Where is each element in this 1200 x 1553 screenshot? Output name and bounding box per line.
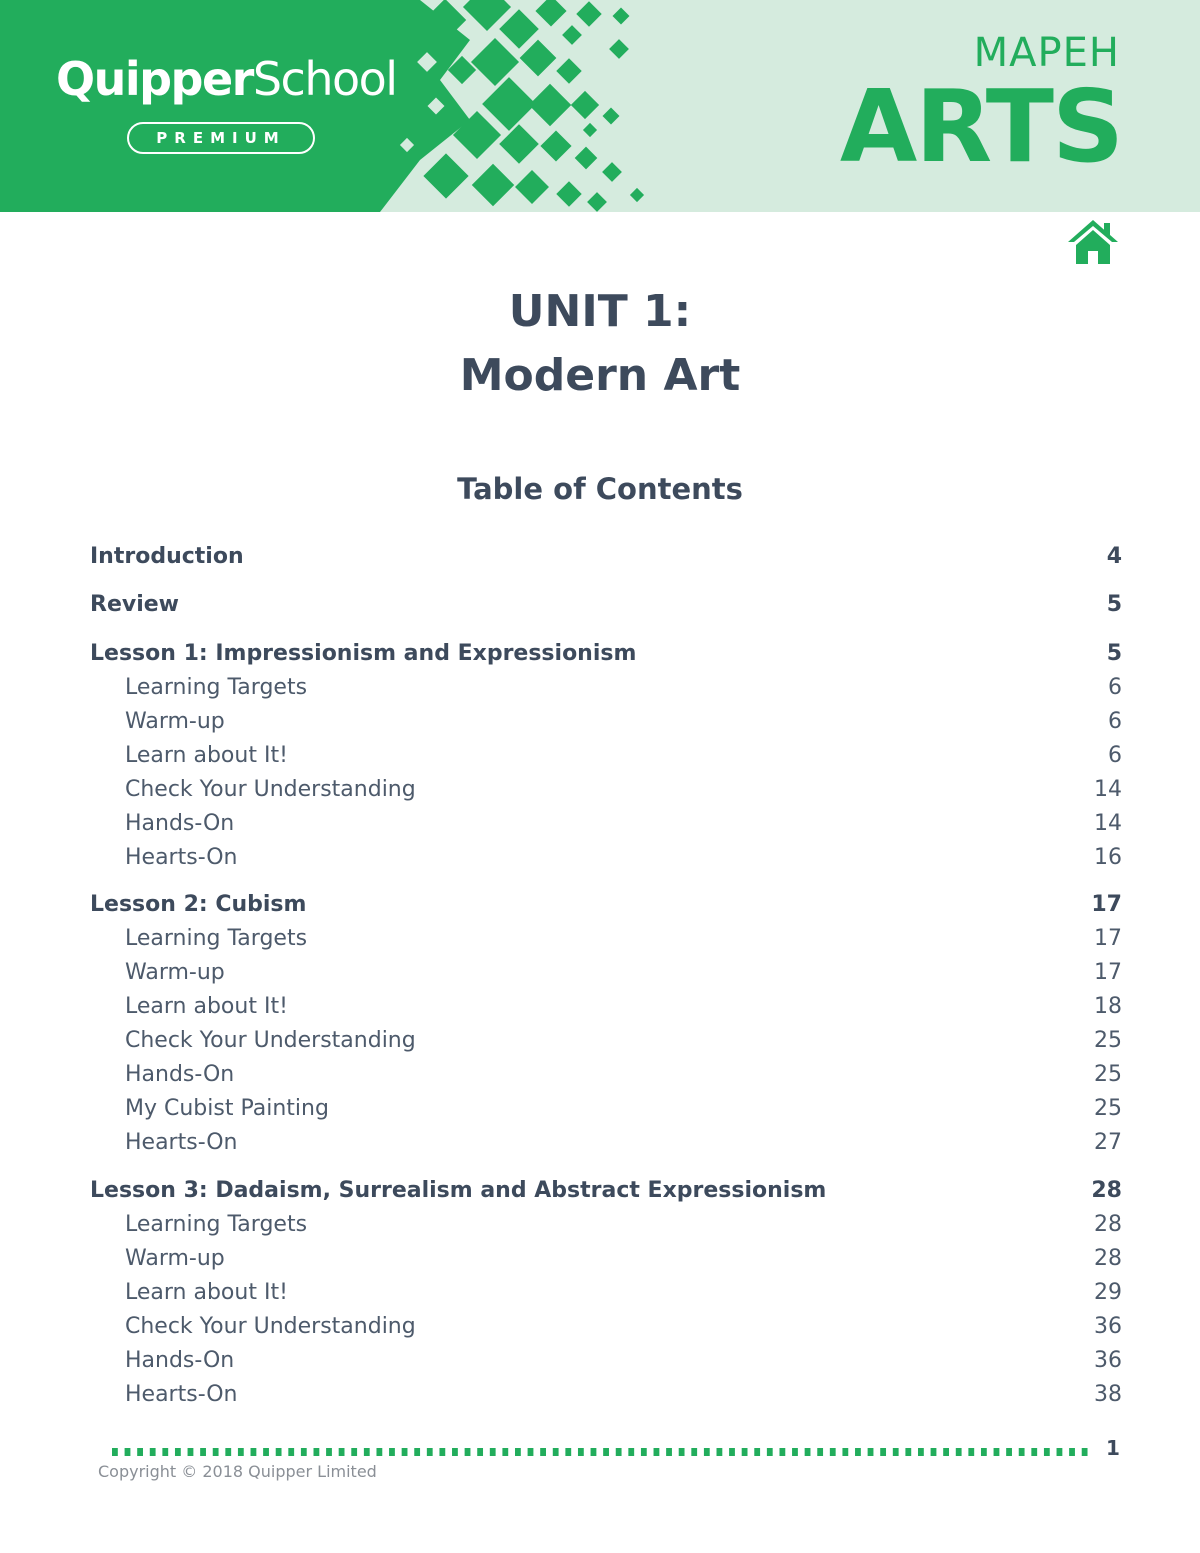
copyright-text: Copyright © 2018 Quipper Limited: [98, 1462, 377, 1481]
toc-entry-label[interactable]: Lesson 2: Cubism: [90, 892, 307, 917]
toc-entry-page: 17: [1094, 960, 1122, 985]
logo-bold-text: Quipper: [56, 52, 253, 106]
toc-entry-label[interactable]: Warm-up: [125, 1246, 225, 1271]
toc-subsection-row[interactable]: [90, 1092, 1122, 1126]
toc-subsection-row[interactable]: [90, 1058, 1122, 1092]
toc-section-row[interactable]: [90, 888, 1122, 922]
toc-entry-page: 17: [1094, 926, 1122, 951]
toc-entry-page: 36: [1094, 1348, 1122, 1373]
toc-entry-label[interactable]: Learn about It!: [125, 743, 288, 768]
toc-subsection-row[interactable]: [90, 773, 1122, 807]
toc-entry-page: 28: [1094, 1246, 1122, 1271]
toc-subsection-row[interactable]: [90, 1276, 1122, 1310]
toc-entry-page: 28: [1094, 1212, 1122, 1237]
toc-entry-label[interactable]: Learning Targets: [125, 926, 308, 951]
toc-subsection-row[interactable]: [90, 671, 1122, 705]
toc-entry-label[interactable]: Review: [90, 592, 179, 617]
toc-entry-page: 5: [1106, 641, 1122, 666]
toc-entry-page: 38: [1094, 1382, 1122, 1407]
toc-entry-label[interactable]: Warm-up: [125, 960, 225, 985]
toc-entry-label[interactable]: Learn about It!: [125, 994, 288, 1019]
footer-dotted-line: [112, 1448, 1094, 1456]
quipper-school-logo: [56, 52, 397, 106]
toc-section-row[interactable]: [90, 637, 1122, 671]
toc-section-row[interactable]: [90, 588, 1122, 622]
toc-entry-page: 25: [1094, 1062, 1122, 1087]
toc-entry-label[interactable]: Hands-On: [125, 1348, 235, 1373]
toc-subsection-row[interactable]: [90, 739, 1122, 773]
toc-entry-page: 36: [1094, 1314, 1122, 1339]
toc-entry-label[interactable]: Check Your Understanding: [125, 1314, 416, 1339]
page-number: 1: [1106, 1436, 1120, 1460]
toc-entry-label[interactable]: Hearts-On: [125, 1130, 238, 1155]
toc-entry-label[interactable]: Lesson 3: Dadaism, Surrealism and Abstract Expressionism: [90, 1178, 827, 1203]
toc-entry-label[interactable]: Learn about It!: [125, 1280, 288, 1305]
toc-subsection-row[interactable]: [90, 705, 1122, 739]
toc-entry-page: 18: [1094, 994, 1122, 1019]
toc-subsection-row[interactable]: [90, 1024, 1122, 1058]
toc-subsection-row[interactable]: [90, 1208, 1122, 1242]
toc-subsection-row[interactable]: [90, 1310, 1122, 1344]
toc-entry-page: 29: [1094, 1280, 1122, 1305]
toc-subsection-row[interactable]: [90, 990, 1122, 1024]
toc-entry-page: 28: [1091, 1178, 1122, 1203]
toc-entry-page: 6: [1108, 675, 1122, 700]
toc-subsection-row[interactable]: [90, 1344, 1122, 1378]
toc-entry-page: 4: [1106, 544, 1122, 569]
toc-subsection-row[interactable]: [90, 841, 1122, 875]
unit-title: Modern Art: [459, 350, 741, 401]
toc-entry-label[interactable]: Learning Targets: [125, 1212, 308, 1237]
toc-entry-page: 14: [1094, 777, 1122, 802]
toc-entry-page: 6: [1108, 743, 1122, 768]
toc-entry-label[interactable]: Check Your Understanding: [125, 777, 416, 802]
toc-entry-label[interactable]: Lesson 1: Impressionism and Expressionism: [90, 641, 637, 666]
toc-subsection-row[interactable]: [90, 807, 1122, 841]
toc-entry-label[interactable]: Hearts-On: [125, 845, 238, 870]
toc-section-row[interactable]: [90, 540, 1122, 574]
toc-section-row[interactable]: [90, 1174, 1122, 1208]
unit-number: UNIT 1:: [508, 286, 692, 337]
toc-entry-page: 6: [1108, 709, 1122, 734]
toc-entry-page: 25: [1094, 1096, 1122, 1121]
toc-heading: Table of Contents: [457, 472, 743, 506]
toc-entry-label[interactable]: Introduction: [90, 544, 244, 569]
toc-entry-label[interactable]: My Cubist Painting: [125, 1096, 329, 1121]
toc-entry-label[interactable]: Learning Targets: [125, 675, 308, 700]
header-banner: [0, 0, 1200, 212]
home-icon[interactable]: [1066, 218, 1120, 266]
subject-label: MAPEH: [973, 30, 1120, 76]
toc-entry-label[interactable]: Warm-up: [125, 709, 225, 734]
toc-entry-page: 17: [1091, 892, 1122, 917]
subject-title: ARTS: [839, 68, 1122, 185]
toc-entry-label[interactable]: Hands-On: [125, 811, 235, 836]
premium-badge: PREMIUM: [127, 122, 315, 154]
toc-entry-page: 5: [1106, 592, 1122, 617]
toc-entry-page: 25: [1094, 1028, 1122, 1053]
toc-entry-label[interactable]: Hearts-On: [125, 1382, 238, 1407]
logo-regular-text: School: [252, 52, 397, 106]
toc-entry-page: 27: [1094, 1130, 1122, 1155]
toc-entry-page: 16: [1094, 845, 1122, 870]
toc-subsection-row[interactable]: [90, 1378, 1122, 1412]
toc-subsection-row[interactable]: [90, 922, 1122, 956]
toc-entry-label[interactable]: Check Your Understanding: [125, 1028, 416, 1053]
toc-subsection-row[interactable]: [90, 1242, 1122, 1276]
toc-entry-page: 14: [1094, 811, 1122, 836]
toc-subsection-row[interactable]: [90, 956, 1122, 990]
toc-entry-label[interactable]: Hands-On: [125, 1062, 235, 1087]
toc-subsection-row[interactable]: [90, 1126, 1122, 1160]
